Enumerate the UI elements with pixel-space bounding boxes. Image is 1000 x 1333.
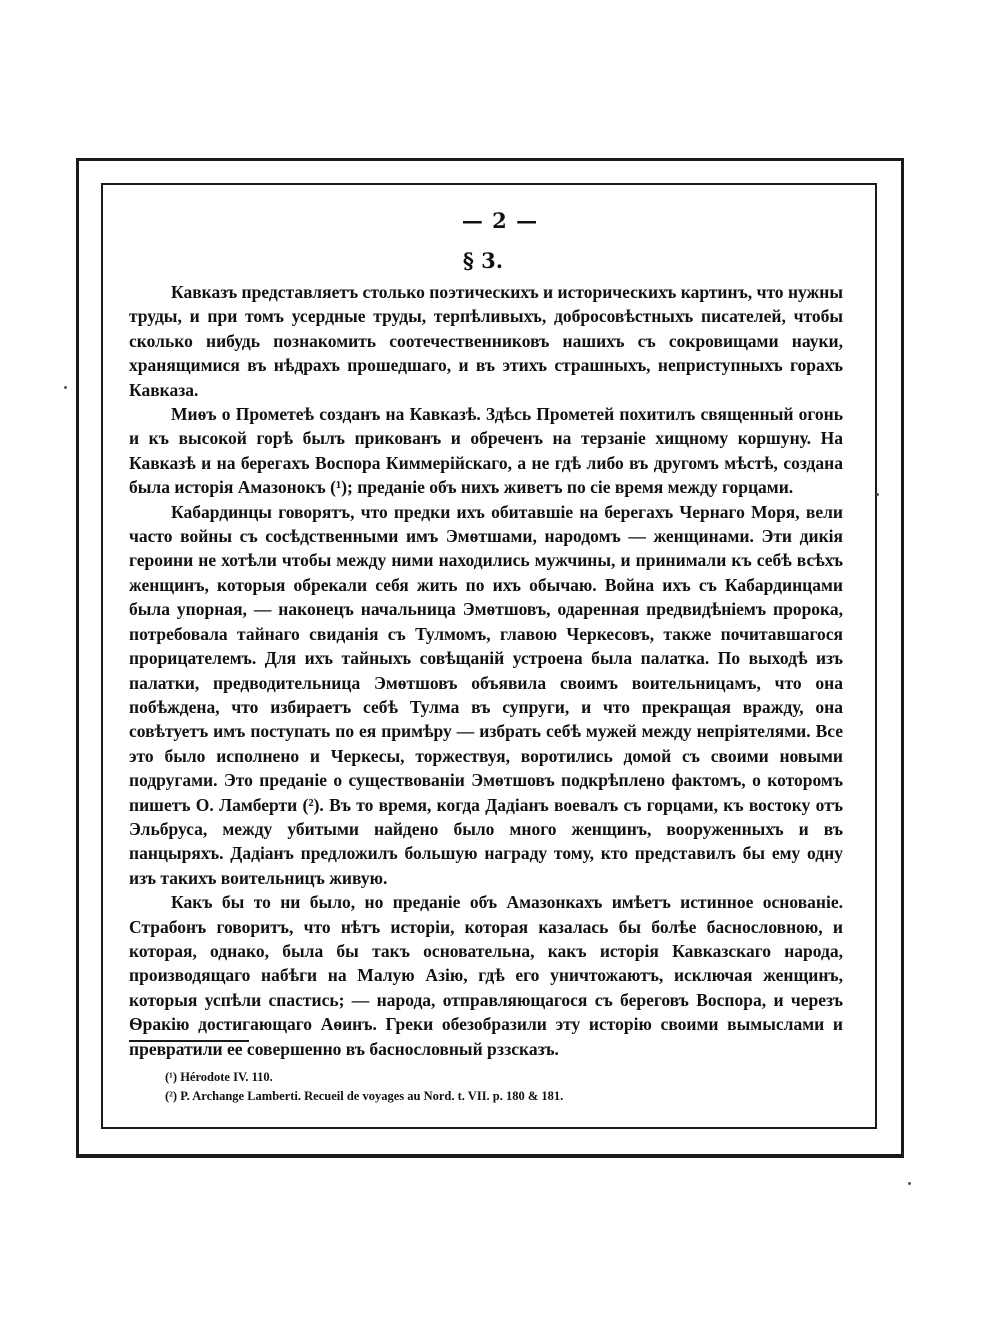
scan-speck — [876, 493, 879, 496]
paragraph-2: Миѳъ о Прометеѣ созданъ на Кавказѣ. Здѣсь Прометей похитилъ священный огонь и къ высокой горѣ былъ прикованъ и обреченъ на терзаніе хищному коршуну. На Кавказѣ и на берегахъ Воспора Киммерійскаго, а не гдѣ либо въ другомъ мѣстѣ, создана была исторія Амазонокъ (¹); преданіе объ нихъ живетъ по сіе время между горцами. — [129, 404, 843, 498]
paragraph-3: Кабардинцы говорятъ, что предки ихъ обитавшіе на берегахъ Чернаго Моря, вели часто войны съ сосѣдственными имъ Эмѳтшами, народомъ — женщинами. Эти дикія героини не хотѣли чтобы между ними находились мужчины, и принимали къ себѣ всѣхъ женщинъ, которыя обрекали себя жить по ихъ обычаю. Война ихъ съ Кабардинцами была упорная, — наконецъ начальница Эмѳтшовъ, одаренная предвидѣніемъ пророка, потребовала тайнаго свиданія съ Тулмомъ, главою Черкесовъ, также почитавшагося прорицателемъ. Для ихъ тайныхъ совѣщаній устроена была палатка. По выходѣ изъ палатки, предводительница Эмѳтшовъ объявила своимъ воительницамъ, что она побѣждена, что избираетъ себѣ Тулма въ супруги, и что прекращая вражду, она совѣтуетъ имъ поступать по ея примѣру — избрать себѣ мужей между непріятелями. Все это было исполнено и Черкесы, торжествуя, воротились домой съ своими новыми подругами. Это преданіе о существованіи Эмѳтшовъ подкрѣплено фактомъ, о которомъ пишетъ О. Ламберти (²). Въ то время, когда Дадіанъ воевалъ съ горцами, къ востоку отъ Эльбруса, между убитыми найдено было много женщинъ, вооруженныхъ и въ панцыряхъ. Дадіанъ предложилъ большую награду тому, кто представилъ бы ему одну изъ такихъ воительницъ живую. — [129, 501, 843, 888]
scan-speck — [908, 1182, 911, 1185]
footnote-2: (²) P. Archange Lamberti. Recueil de voyages au Nord. t. VII. p. 180 & 181. — [165, 1089, 564, 1103]
section-heading: § 3. — [462, 248, 504, 273]
footnote-separator — [129, 1040, 249, 1042]
page-number: — 2 — — [461, 208, 539, 233]
footnote-1: (¹) Hérodote IV. 110. — [165, 1070, 273, 1084]
paragraph-1: Кавказъ представляетъ столько поэтическихъ и историческихъ картинъ, что нужны труды, и при томъ усердные труды, терпѣливыхъ, добросовѣстныхъ писателей, чтобы сколько нибудь познакомить соотечественниковъ нашихъ съ сокровищами науки, хранящимися въ нѣдрахъ прошедшаго, и въ этихъ страшныхъ, неприступныхъ горахъ Кавказа. — [129, 282, 843, 400]
footnotes — [165, 1068, 845, 1106]
scan-speck — [64, 386, 67, 389]
main-text — [129, 280, 843, 1061]
paragraph-4: Какъ бы то ни было, но преданіе объ Амазонкахъ имѣетъ истинное основаніе. Страбонъ говоритъ, что нѣтъ исторіи, которая казалась бы болѣе баснословною, и которая, однако, была бы такъ основательна, какъ исторія Кавказскаго народа, производящаго набѣги на Малую Азію, гдѣ его уничтожаютъ, исключая женщинъ, которыя успѣли спастись; — народа, отправляющагося съ береговъ Воспора, и черезъ Ѳракію достигающаго Аѳинъ. Греки обезобразили эту исторію своими вымыслами и превратили ее совершенно въ баснословный рззсказъ. — [129, 892, 843, 1059]
